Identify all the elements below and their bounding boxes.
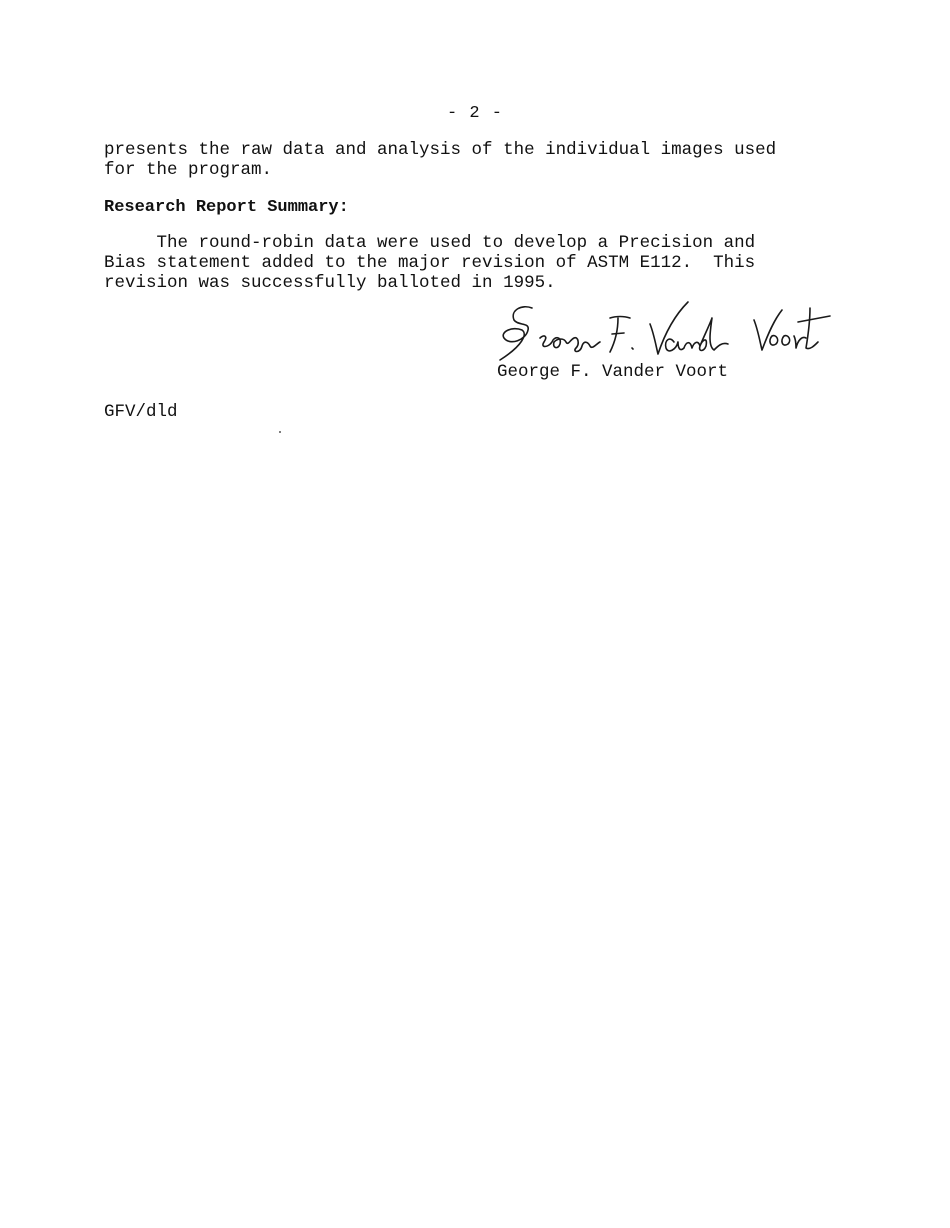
summary-paragraph <box>104 233 864 293</box>
summary-line-3: revision was successfully balloted in 1995. <box>104 273 556 293</box>
page-number: - 2 - <box>446 104 503 123</box>
handwritten-signature <box>492 296 837 366</box>
intro-line-1: presents the raw data and analysis of the individual images used <box>104 140 777 160</box>
intro-line-2: for the program. <box>104 160 273 180</box>
intro-paragraph <box>104 140 864 180</box>
section-heading: Research Report Summary: <box>104 198 349 217</box>
author-initials: GFV/dld <box>104 402 178 422</box>
summary-line-2: Bias statement added to the major revision of ASTM E112. This <box>104 253 756 273</box>
scan-speck <box>279 431 281 433</box>
summary-line-1: The round-robin data were used to develop a Precision and <box>104 233 756 253</box>
signer-name: George F. Vander Voort <box>497 362 729 382</box>
